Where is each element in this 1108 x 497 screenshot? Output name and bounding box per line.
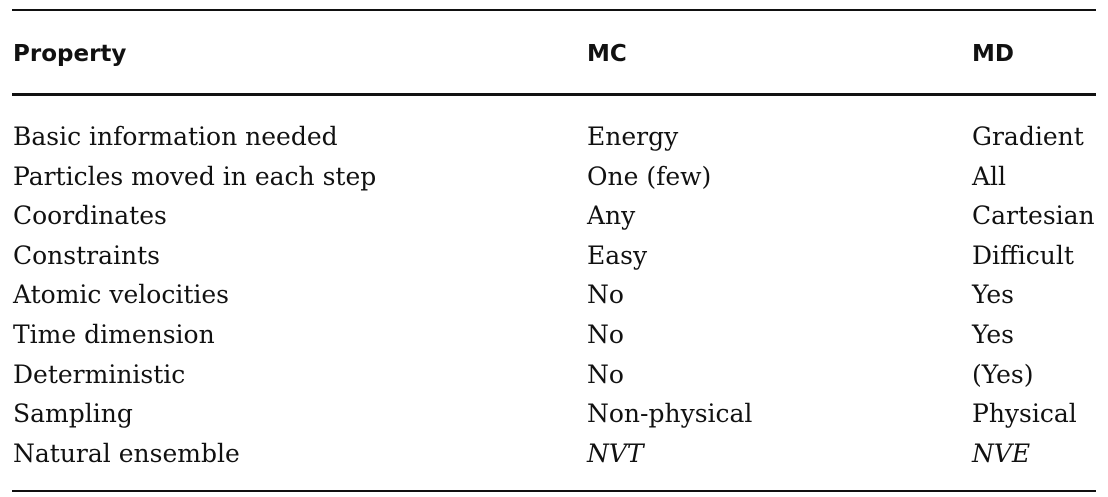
bottom-rule — [12, 490, 1096, 492]
table-row — [0, 236, 1108, 276]
header-mc: MC — [587, 41, 627, 67]
cell-md: Gradient — [972, 122, 1084, 151]
cell-property: Particles moved in each step — [13, 161, 377, 191]
cell-property: Sampling — [13, 399, 133, 429]
cell-md: Yes — [972, 319, 1014, 349]
cell-mc: No — [587, 280, 624, 310]
cell-mc: One (few) — [587, 161, 712, 191]
cell-mc: Any — [587, 201, 636, 231]
cell-property: Deterministic — [13, 359, 186, 389]
cell-mc: Energy — [587, 122, 679, 151]
cell-md: Difficult — [972, 240, 1074, 270]
cell-md: Physical — [972, 399, 1077, 429]
table-body — [0, 117, 1108, 473]
table-row — [0, 275, 1108, 315]
cell-md: All — [972, 161, 1007, 191]
cell-property: Natural ensemble — [13, 438, 240, 468]
cell-md: Cartesian — [972, 201, 1095, 231]
cell-property: Time dimension — [13, 319, 215, 349]
cell-md: NVE — [972, 438, 1031, 468]
table-row — [0, 157, 1108, 197]
table-row — [0, 394, 1108, 434]
cell-mc: NVT — [587, 438, 644, 468]
cell-mc: Easy — [587, 240, 648, 270]
table-header-row — [0, 34, 1108, 74]
cell-property: Basic information needed — [13, 122, 338, 151]
header-md: MD — [972, 41, 1014, 67]
cell-mc: Non-physical — [587, 399, 753, 429]
cell-mc: No — [587, 359, 624, 389]
table-row — [0, 355, 1108, 395]
cell-property: Atomic velocities — [13, 280, 229, 310]
cell-property: Constraints — [13, 240, 160, 270]
table-row — [0, 196, 1108, 236]
table-row — [0, 117, 1108, 157]
cell-md: Yes — [972, 280, 1014, 310]
top-rule — [12, 9, 1096, 11]
table-row — [0, 315, 1108, 355]
header-property: Property — [13, 41, 127, 67]
cell-mc: No — [587, 319, 624, 349]
header-rule — [12, 93, 1096, 96]
table-row — [0, 434, 1108, 474]
cell-md: (Yes) — [972, 359, 1034, 389]
cell-property: Coordinates — [13, 201, 167, 231]
